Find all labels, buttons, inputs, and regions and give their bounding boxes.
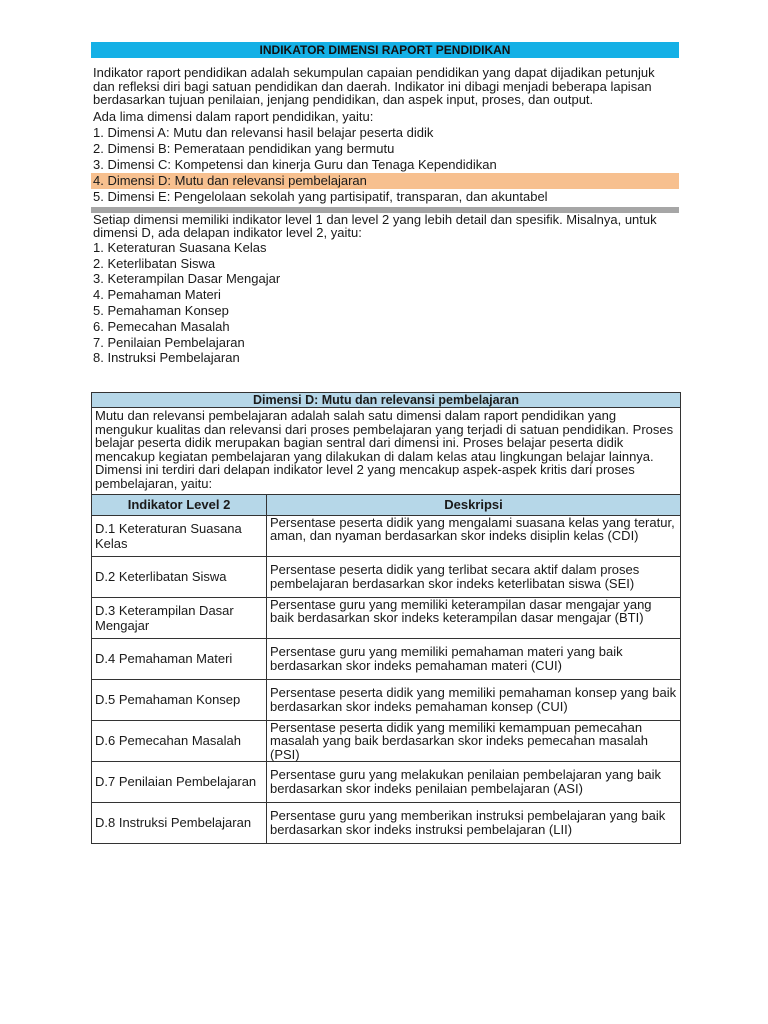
indicator-name: D.1 Keteraturan Suasana Kelas <box>92 516 267 556</box>
table-row <box>92 598 680 639</box>
list-item: 2. Dimensi B: Pemerataan pendidikan yang bermutu <box>93 140 395 156</box>
list-item: 7. Penilaian Pembelajaran <box>93 334 245 350</box>
indicator-name: D.6 Pemecahan Masalah <box>92 721 267 761</box>
intro-paragraph: Indikator raport pendidikan adalah sekumpulan capaian pendidikan yang dapat dijadikan petunjuk dan refleksi diri bagi satuan pendidikan dan daerah. Indikator ini dibagi menjadi beberapa lapisan berdasarkan tujuan penilaian, jenjang pendidikan, dan aspek input, proses, dan output. <box>93 65 655 108</box>
indicator-description: Persentase guru yang memberikan instruksi pembelajaran yang baik berdasarkan skor indeks instruksi pembelajaran (LII) <box>270 807 666 837</box>
dimensions-intro: Ada lima dimensi dalam raport pendidikan, yaitu: <box>93 108 374 124</box>
indicator-name: D.7 Penilaian Pembelajaran <box>92 762 267 802</box>
table-row <box>92 762 680 803</box>
table-row <box>92 639 680 680</box>
list-item: 1. Dimensi A: Mutu dan relevansi hasil belajar peserta didik <box>93 124 434 140</box>
indicator-description: Persentase peserta didik yang memiliki pemahaman konsep yang baik berdasarkan skor indeks pemahaman konsep (CUI) <box>270 684 677 714</box>
indicator-name: D.2 Keterlibatan Siswa <box>92 557 267 597</box>
table-row <box>92 680 680 721</box>
list-item: 3. Keterampilan Dasar Mengajar <box>93 271 281 287</box>
indicator-description: Persentase peserta didik yang mengalami suasana kelas yang teratur, aman, dan nyaman berdasarkan skor indeks disiplin kelas (CDI) <box>270 514 675 544</box>
list-item: 3. Dimensi C: Kompetensi dan kinerja Guru dan Tenaga Kependidikan <box>93 156 497 172</box>
table-heading: Dimensi D: Mutu dan relevansi pembelajaran <box>92 393 680 408</box>
table-row <box>92 721 680 762</box>
table-row <box>92 516 680 557</box>
dimension-d-table <box>91 392 681 844</box>
table-header-row <box>92 495 680 516</box>
indicator-description: Persentase peserta didik yang terlibat secara aktif dalam proses pembelajaran berdasarkan skor indeks keterlibatan siswa (SEI) <box>270 561 640 591</box>
list-item: 2. Keterlibatan Siswa <box>93 255 216 271</box>
document-sheet <box>91 42 679 366</box>
page-title: INDIKATOR DIMENSI RAPORT PENDIDIKAN <box>91 42 679 58</box>
indicator-description: Persentase peserta didik yang memiliki kemampuan pemecahan masalah yang baik berdasarkan skor indeks pemecahan masalah (PSI) <box>270 719 648 762</box>
level-intro: Setiap dimensi memiliki indikator level 1 dan level 2 yang lebih detail dan spesifik. Misalnya, untuk dimensi D, ada delapan indikator level 2, yaitu: <box>93 211 657 241</box>
dimension-list <box>91 125 679 205</box>
indicator-description: Persentase guru yang melakukan penilaian pembelajaran yang baik berdasarkan skor indeks penilaian pembelajaran (ASI) <box>270 766 661 796</box>
list-item: 1. Keteraturan Suasana Kelas <box>93 239 267 255</box>
table-row <box>92 803 680 843</box>
indicator-name: D.4 Pemahaman Materi <box>92 639 267 679</box>
indicator-name: D.8 Instruksi Pembelajaran <box>92 803 267 843</box>
list-item: 6. Pemecahan Masalah <box>93 318 230 334</box>
table-description: Mutu dan relevansi pembelajaran adalah salah satu dimensi dalam raport pendidikan yang mengukur kualitas dan relevansi dari proses pembelajaran yang terjadi di satuan pendidikan. Proses belajar peserta didik merupakan bagian sentral dari dimensi ini. Proses belajar peserta didik mencakup kegiatan pembelajaran yang dilakukan di dalam kelas atau lingkungan belajar lainnya. Dimensi ini terdiri dari delapan indikator level 2 yang mencakup aspek-aspek kritis dari proses pembelajaran, yaitu: <box>92 408 680 495</box>
table-row <box>92 557 680 598</box>
list-item: 5. Pemahaman Konsep <box>93 302 229 318</box>
list-item: 8. Instruksi Pembelajaran <box>93 350 240 366</box>
column-header-description: Deskripsi <box>444 496 503 512</box>
indicator-name: D.5 Pemahaman Konsep <box>92 680 267 720</box>
indicator-description: Persentase guru yang memiliki pemahaman materi yang baik berdasarkan skor indeks pemahaman materi (CUI) <box>270 643 623 673</box>
column-header-indicator: Indikator Level 2 <box>92 495 267 515</box>
list-item-highlighted: 4. Dimensi D: Mutu dan relevansi pembelajaran <box>91 173 679 189</box>
indicator-description: Persentase guru yang memiliki keterampilan dasar mengajar yang baik berdasarkan skor indeks keterampilan dasar mengajar (BTI) <box>270 596 652 626</box>
indicator-name: D.3 Keterampilan Dasar Mengajar <box>92 598 267 638</box>
indicator-list <box>91 240 679 366</box>
list-item: 4. Pemahaman Materi <box>93 287 221 303</box>
list-item: 5. Dimensi E: Pengelolaan sekolah yang partisipatif, transparan, dan akuntabel <box>93 188 548 204</box>
